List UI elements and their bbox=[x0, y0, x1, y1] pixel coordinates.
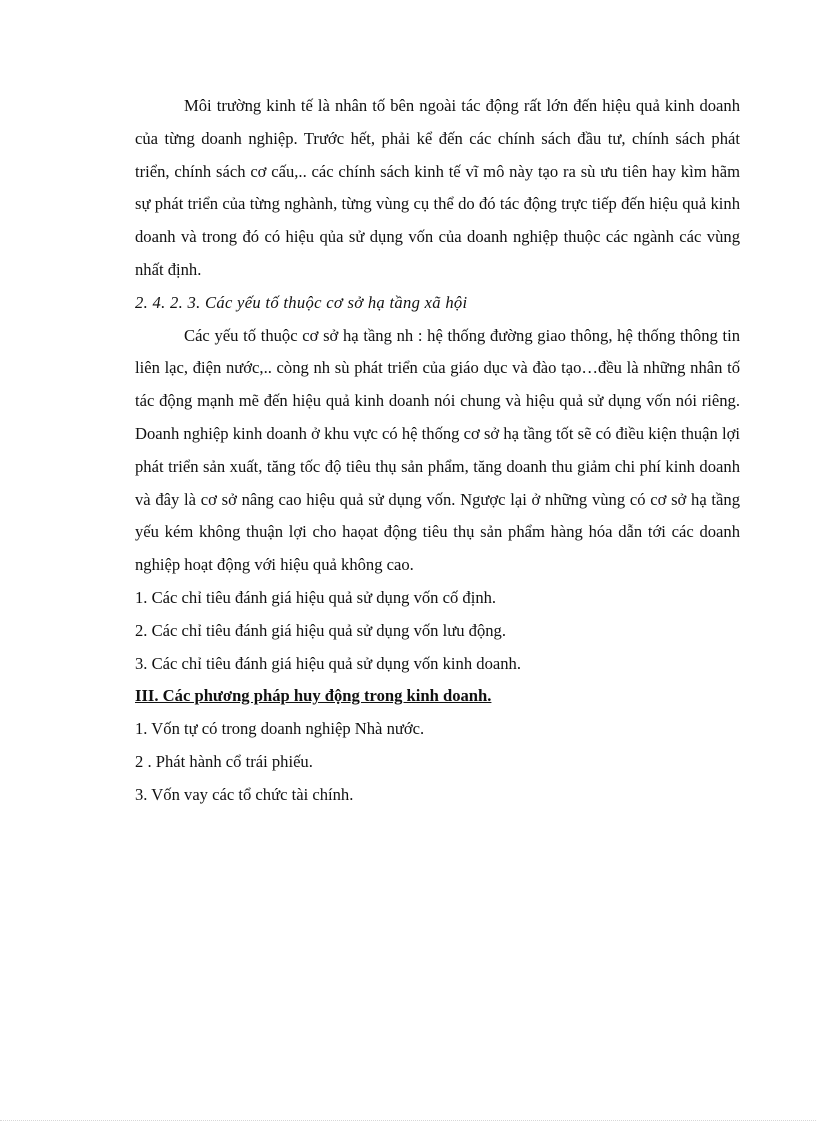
paragraph-infrastructure: Các yếu tố thuộc cơ sở hạ tầng nh : hệ thống đường giao thông, hệ thống thông tin liên lạc, điện nước,.. còng nh sù phát triển của giáo dục và đào tạo…đều là những nhân tố tác động mạnh mẽ đến hiệu quả kinh doanh nói chung và hiệu quả sử dụng vốn nói riêng. Doanh nghiệp kinh doanh ở khu vực có hệ thống cơ sở hạ tầng tốt sẽ có điều kiện thuận lợi phát triển sản xuất, tăng tốc độ tiêu thụ sản phẩm, tăng doanh thu giảm chi phí kinh doanh và đây là cơ sở nâng cao hiệu quả sử dụng vốn. Ngược lại ở những vùng có cơ sở hạ tầng yếu kém không thuận lợi cho haọat động tiêu thụ sản phẩm hàng hóa dẫn tới các doanh nghiệp hoạt động với hiệu quả không cao. bbox=[135, 325, 740, 575]
indicator-item-working-capital: 2. Các chỉ tiêu đánh giá hiệu quả sử dụng vốn lưu động. bbox=[135, 620, 507, 640]
page-bottom-divider bbox=[0, 1120, 816, 1121]
subheading-infrastructure: 2. 4. 2. 3. Các yếu tố thuộc cơ sở hạ tầng xã hội bbox=[135, 292, 468, 312]
indicator-item-business-capital: 3. Các chỉ tiêu đánh giá hiệu quả sử dụng vốn kinh doanh. bbox=[135, 653, 521, 673]
method-item-own-capital: 1. Vốn tự có trong doanh nghiệp Nhà nước. bbox=[135, 719, 425, 739]
indicator-item-fixed-capital: 1. Các chỉ tiêu đánh giá hiệu quả sử dụng vốn cố định. bbox=[135, 587, 497, 607]
document-body bbox=[135, 90, 740, 812]
method-item-bonds: 2 . Phát hành cổ trái phiếu. bbox=[135, 751, 313, 771]
paragraph-economic-environment: Môi trường kinh tế là nhân tố bên ngoài tác động rất lớn đến hiệu quả kinh doanh của từng doanh nghiệp. Trước hết, phải kể đến các chính sách đầu tư, chính sách phát triển, chính sách cơ cấu,.. các chính sách kinh tế vĩ mô này tạo ra sù ưu tiên hay kìm hãm sự phát triển của từng nghành, từng vùng cụ thể do đó tác động trực tiếp đến hiệu quả kinh doanh và trong đó có hiệu qủa sử dụng vốn của doanh nghiệp thuộc các ngành các vùng nhất định. bbox=[135, 96, 740, 279]
section-heading-capital-methods: III. Các phương pháp huy động trong kinh doanh. bbox=[135, 686, 492, 706]
method-item-loans: 3. Vốn vay các tổ chức tài chính. bbox=[135, 784, 354, 804]
